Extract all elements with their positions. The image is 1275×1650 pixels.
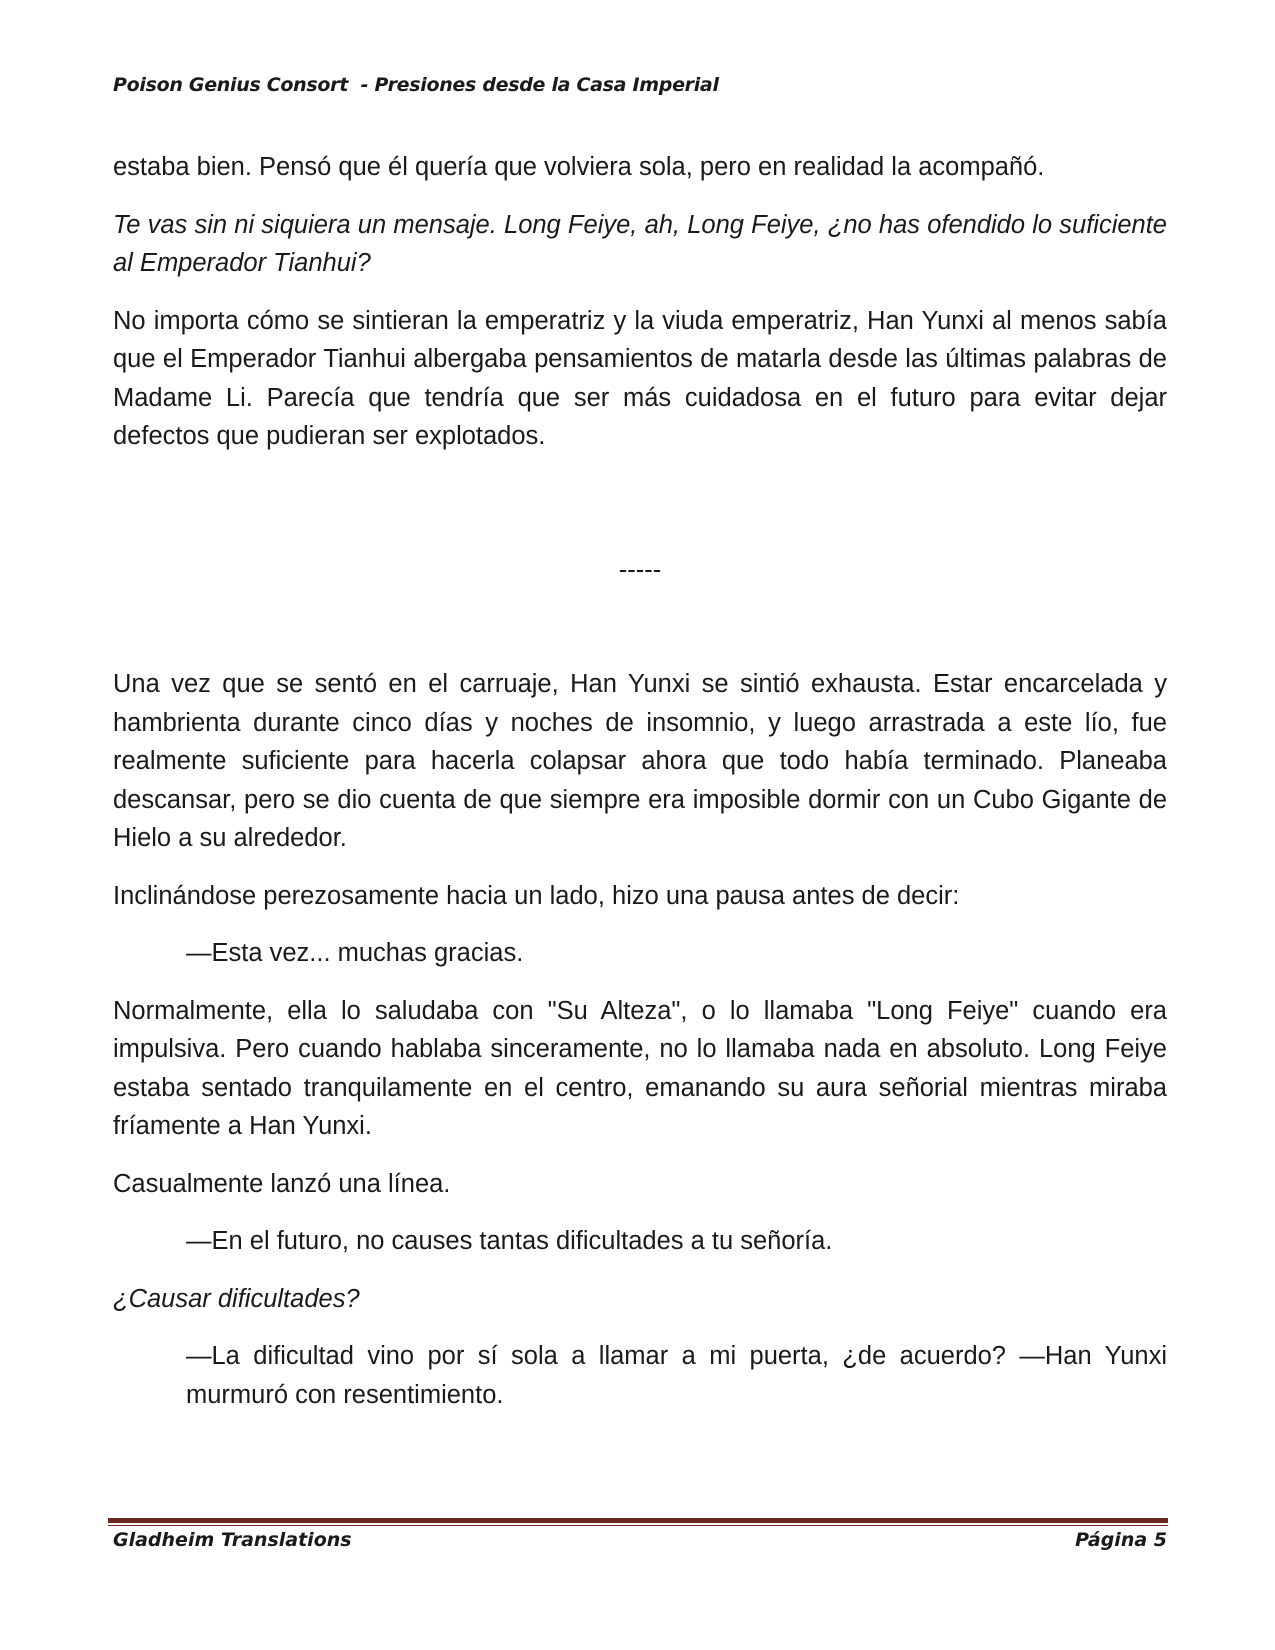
- scene-separator: -----: [618, 555, 662, 584]
- page-number: Página 5: [1075, 1529, 1167, 1551]
- dialogue-line: —En el futuro, no causes tantas dificultades a tu señoría.: [186, 1227, 833, 1255]
- dialogue-line: —Esta vez... muchas gracias.: [186, 939, 524, 967]
- running-header: Poison Genius Consort - Presiones desde la Casa Imperial: [113, 74, 719, 96]
- spacer: [113, 475, 1167, 551]
- spacer: [113, 589, 1167, 665]
- paragraph: No importa cómo se sintieran la emperatriz y la viuda emperatriz, Han Yunxi al menos sabía que el Emperador Tianhui albergaba pensamientos de matarla desde las últimas palabras de Madame Li. Parecía que tendría que ser más cuidadosa en el futuro para evitar dejar defectos que pudieran ser explotados.: [113, 306, 1167, 450]
- paragraph-italic-thought: ¿Causar dificultades?: [113, 1284, 360, 1313]
- paragraph: Inclinándose perezosamente hacia un lado, hizo una pausa antes de decir:: [113, 881, 960, 910]
- footer-publisher: Gladheim Translations: [113, 1529, 352, 1551]
- body-text: [113, 148, 1167, 1433]
- paragraph-italic-thought: Te vas sin ni siquiera un mensaje. Long Feiye, ah, Long Feiye, ¿no has ofendido lo suficiente al Emperador Tianhui?: [113, 210, 1167, 277]
- dialogue-line: —La dificultad vino por sí sola a llamar a mi puerta, ¿de acuerdo? —Han Yunxi murmuró con resentimiento.: [186, 1342, 1167, 1409]
- footer-divider: [108, 1518, 1168, 1526]
- paragraph: Casualmente lanzó una línea.: [113, 1169, 451, 1198]
- paragraph: estaba bien. Pensó que él quería que volviera sola, pero en realidad la acompañó.: [113, 153, 1045, 181]
- paragraph: Normalmente, ella lo saludaba con "Su Alteza", o lo llamaba "Long Feiye" cuando era impulsiva. Pero cuando hablaba sinceramente, no lo llamaba nada en absoluto. Long Feiye estaba sentado tranquilamente en el centro, emanando su aura señorial mientras miraba fríamente a Han Yunxi.: [113, 996, 1167, 1140]
- paragraph: Una vez que se sentó en el carruaje, Han Yunxi se sintió exhausta. Estar encarcelada y hambrienta durante cinco días y noches de insomnio, y luego arrastrada a este lío, fue realmente suficiente para hacerla colapsar ahora que todo había terminado. Planeaba descansar, pero se dio cuenta de que siempre era imposible dormir con un Cubo Gigante de Hielo a su alrededor.: [113, 670, 1167, 852]
